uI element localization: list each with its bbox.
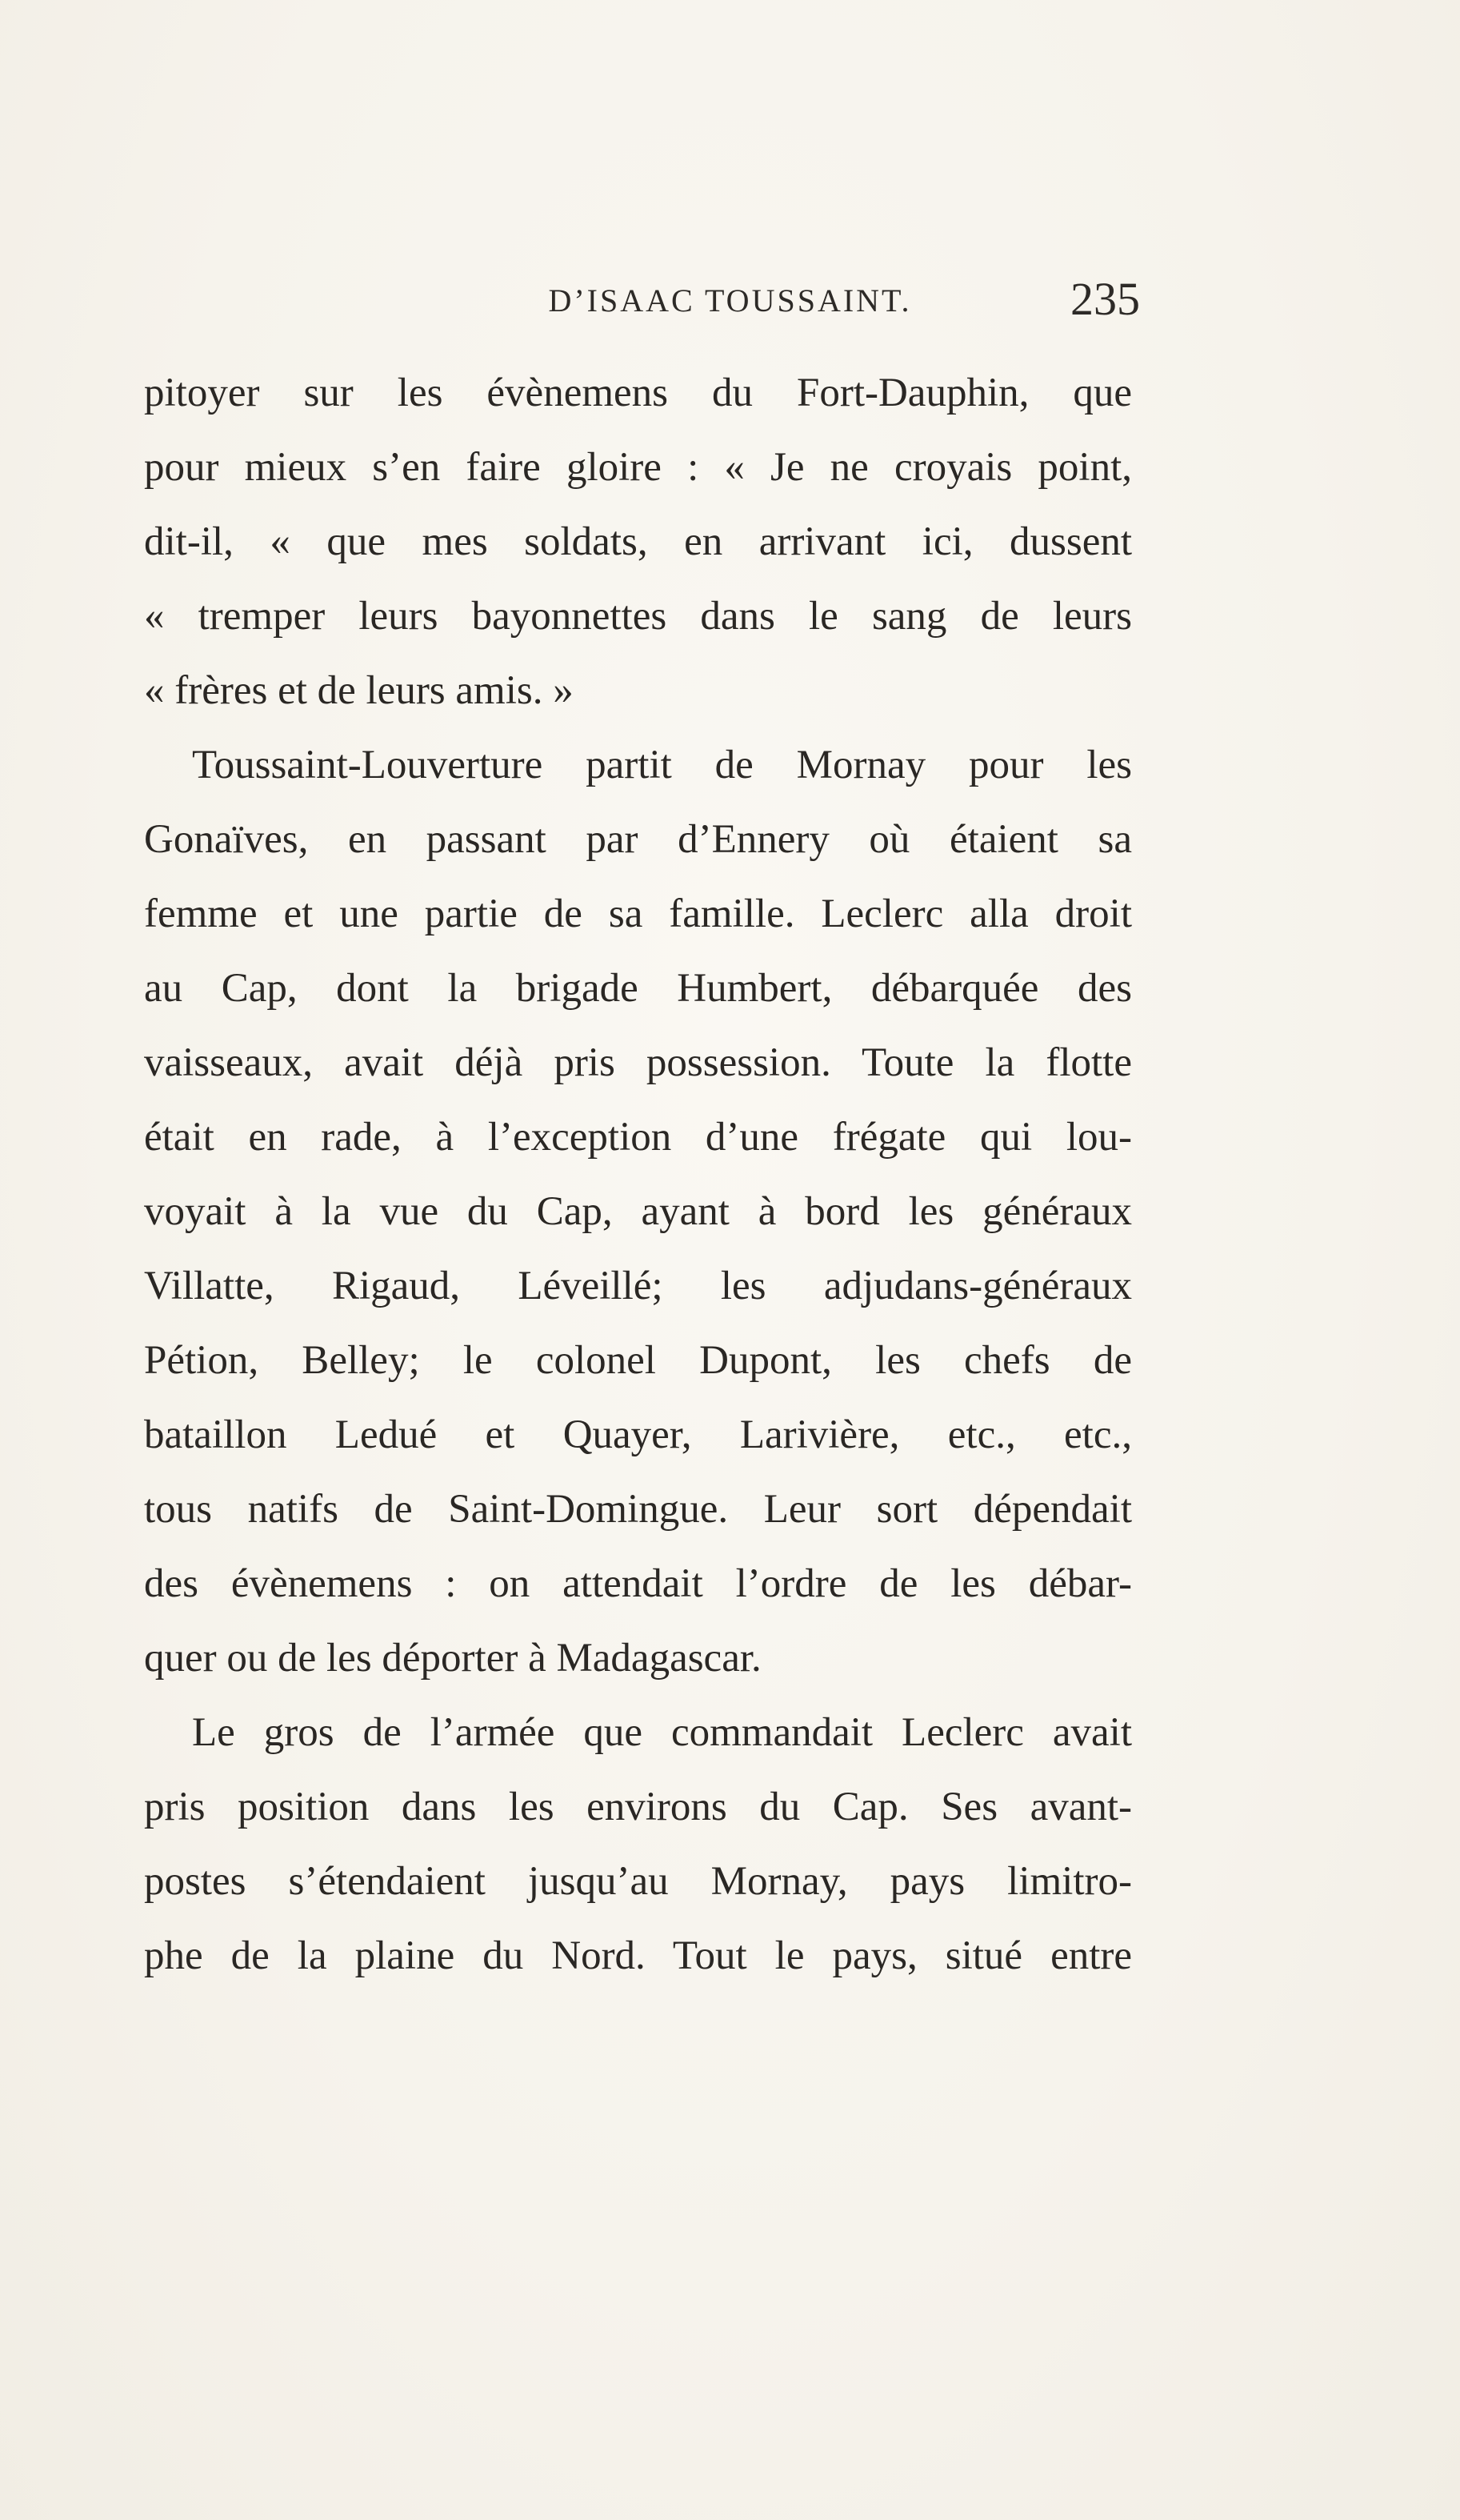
text-line: bataillon Ledué et Quayer, Larivière, etc., etc., — [144, 1412, 1132, 1457]
running-head — [0, 272, 1460, 344]
text-line: vaisseaux, avait déjà pris possession. Toute la flotte — [144, 1040, 1132, 1085]
text-line: pris position dans les environs du Cap. Ses avant- — [144, 1785, 1132, 1829]
text-line: tous natifs de Saint-Domingue. Leur sort dépendait — [144, 1487, 1132, 1532]
text-line: Toussaint-Louverture partit de Mornay pour les — [192, 743, 1132, 787]
body-text — [144, 356, 1132, 1993]
text-line: quer ou de les déporter à Madagascar. — [144, 1636, 762, 1681]
text-line: Villatte, Rigaud, Léveillé; les adjudans-généraux — [144, 1264, 1132, 1308]
text-line: postes s’étendaient jusqu’au Mornay, pays limitro- — [144, 1859, 1132, 1904]
text-line: pour mieux s’en faire gloire : « Je ne croyais point, — [144, 445, 1132, 490]
text-line: phe de la plaine du Nord. Tout le pays, situé entre — [144, 1933, 1132, 1978]
text-line: pitoyer sur les évènemens du Fort-Dauphin, que — [144, 371, 1132, 415]
text-line: « frères et de leurs amis. » — [144, 668, 574, 713]
text-line: femme et une partie de sa famille. Leclerc alla droit — [144, 891, 1132, 936]
text-line: voyait à la vue du Cap, ayant à bord les généraux — [144, 1189, 1132, 1234]
text-line: Le gros de l’armée que commandait Leclerc avait — [192, 1710, 1132, 1755]
text-line: était en rade, à l’exception d’une frégate qui lou- — [144, 1115, 1132, 1160]
text-line: au Cap, dont la brigade Humbert, débarquée des — [144, 966, 1132, 1011]
page-number: 235 — [1070, 273, 1140, 325]
text-line: Gonaïves, en passant par d’Ennery où étaient sa — [144, 817, 1132, 862]
text-line: « tremper leurs bayonnettes dans le sang de leurs — [144, 594, 1132, 639]
running-title: D’ISAAC TOUSSAINT. — [548, 282, 912, 319]
text-line: dit-il, « que mes soldats, en arrivant ici, dussent — [144, 519, 1132, 564]
text-line: Pétion, Belley; le colonel Dupont, les chefs de — [144, 1338, 1132, 1383]
text-line: des évènemens : on attendait l’ordre de les débar- — [144, 1561, 1132, 1606]
